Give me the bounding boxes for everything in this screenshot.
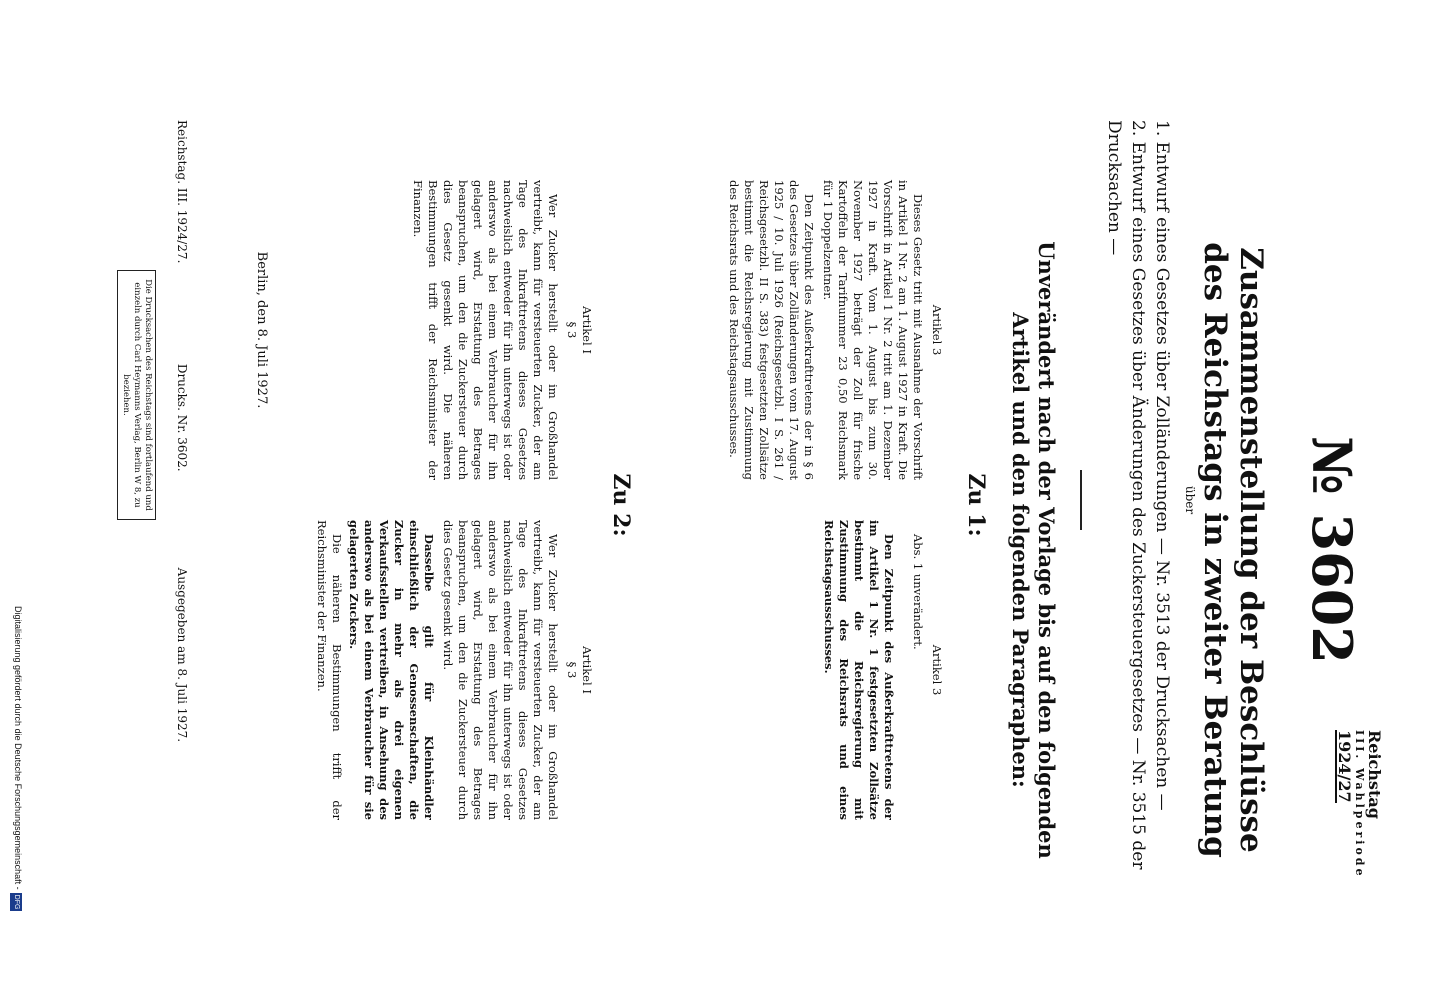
footer-mid: Drucks. Nr. 3602. <box>175 363 189 472</box>
left-column-2 <box>406 180 594 480</box>
divider <box>1080 470 1082 530</box>
zu2-heading: Zu 2: <box>608 473 634 537</box>
paragraph-bold: Den Zeitpunkt des Außerkrafttretens der im Artikel 1 Nr. 1 festgesetzten Zollsätze bestimmt die Reichsregierung mit Zustimmung des Reichsrats und eines Reichstagsausschusses. <box>822 520 896 820</box>
digitization-text: Digitalisierung gefördert durch die Deutsche Forschungsgemeinschaft - <box>13 606 23 890</box>
header-line3: 1924/27 <box>1335 730 1354 803</box>
publisher-note: Die Drucksachen des Reichstags sind fortlaufend und einzeln durch Carl Heymanns Verlag, Berlin W 8, zu beziehen. <box>117 270 156 520</box>
artikel-heading: Artikel I <box>580 306 594 354</box>
ueber-label: über <box>1183 485 1197 515</box>
paragraph-bold: Dasselbe gilt für Kleinhändler einschließlich der Genossenschaften, die Zucker in mehr als drei eigenen Verkaufsstellen vertreiben, in Ansehung des anderswo als bei einem Verbraucher für sie gelagerten Zuckers. <box>347 520 436 820</box>
paragraph: Die näheren Bestimmungen trifft der Reichsminister der Finanzen. <box>315 520 344 820</box>
zu1-heading: Zu 1: <box>963 473 989 537</box>
paragraph: Abs. 1 unverändert. <box>911 534 925 650</box>
paragraph-heading: § 3 <box>565 661 579 679</box>
section-heading: Unverändert nach der Vorlage bis auf den folgenden Artikel und den folgenden Paragraphen: <box>1008 241 1059 859</box>
bill-list <box>1102 120 1174 880</box>
paragraph: Wer Zucker herstellt oder im Großhandel vertreibt, kann für versteuerten Zucker, der am Tage des Inkrafttretens dieses Gesetzes nachweislich entweder für ihn unterwegs ist oder anderswo als bei einem Verbraucher für ihn gelagert wird, Erstattung des Betrages beanspruchen, um den die Zuckersteuer durch dies Gesetz gesenkt wird. <box>441 520 560 820</box>
paragraph: Den Zeitpunkt des Außerkrafttretens der in § 6 des Gesetzes über Zolländerungen vom 17. August 1925 / 10. Juli 1926 (Reichsgesetzbl. I S. 261 / Reichsgesetzbl. II S. 383) festgesetzten Zollsätze bestimmt die Reichsregierung mit Zustimmung des Reichsrats und des Reichstagsausschusses. <box>727 180 816 480</box>
right-column-1 <box>817 520 944 820</box>
header-line1: Reichstag <box>1365 730 1384 819</box>
header-right <box>1335 730 1382 920</box>
right-column-2 <box>312 520 594 820</box>
left-column-1 <box>722 180 944 480</box>
footer-right: Ausgegeben am 8. Juli 1927. <box>175 567 189 743</box>
footer <box>175 120 189 880</box>
document-number: № 3602 <box>1300 436 1364 664</box>
paragraph-heading: § 3 <box>565 321 579 339</box>
paragraph: Wer Zucker herstellt oder im Großhandel vertreibt, kann für versteuerten Zucker, der am Tage des Inkrafttretens dieses Gesetzes nachweislich entweder für ihn unterwegs ist oder anderswo als bei einem Verbraucher für ihn gelagert wird, Erstattung des Betrages beanspruchen, um den die Zuckersteuer durch dies Gesetz gesenkt wird. Die näheren Bestimmungen trifft der Reichsminister der Finanzen. <box>411 180 560 480</box>
document-title: Zusammenstellung der Beschlüsse des Reichstags in zweiter Beratung <box>1197 242 1269 858</box>
bill-item: 2. Entwurf eines Gesetzes über Änderungen des Zuckersteuergesetzes — Nr. 3515 der Drucksachen — <box>1104 120 1148 870</box>
paragraph: Dieses Gesetz tritt mit Ausnahme der Vorschrift in Artikel 1 Nr. 2 am 1. August 1927 in Kraft. Die Vorschrift in Artikel 1 Nr. 2 tritt am 1. Dezember 1927 in Kraft. Vom 1. August bis zum 30. November 1927 beträgt der Zoll für frische Kartoffeln der Tarifnummer 23 0,50 Reichsmark für 1 Doppelzentner. <box>821 180 925 480</box>
artikel-heading: Artikel 3 <box>930 644 944 696</box>
rotated-scan <box>54 0 1434 1000</box>
bill-item: 1. Entwurf eines Gesetzes über Zolländerungen — Nr. 3513 der Drucksachen — <box>1152 120 1172 811</box>
digitization-note <box>12 606 24 994</box>
place-date: Berlin, den 8. Juli 1927. <box>254 251 269 409</box>
dfg-logo: DFG <box>10 893 22 912</box>
header-line2: III. Wahlperiode <box>1353 730 1366 879</box>
artikel-heading: Artikel 3 <box>930 304 944 356</box>
footer-left: Reichstag. III. 1924/27. <box>175 120 189 264</box>
artikel-heading: Artikel I <box>580 646 594 694</box>
